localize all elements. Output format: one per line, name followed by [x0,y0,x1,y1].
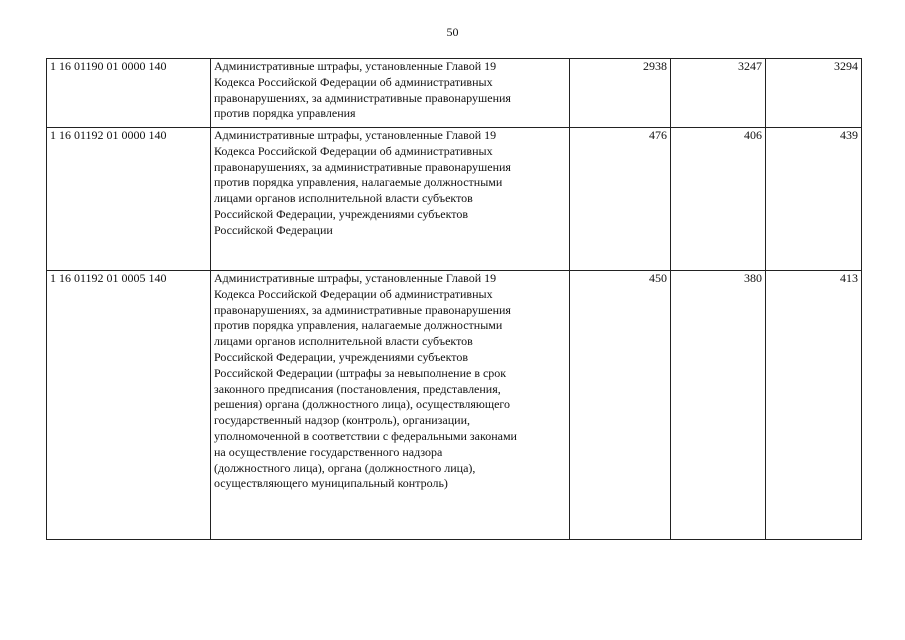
kbk-code-cell: 1 16 01190 01 0000 140 [47,59,211,128]
description-line: решения) органа (должностного лица), осуществляющего [214,397,511,412]
description-line: Кодекса Российской Федерации об административных [214,286,493,301]
description-cell [211,59,570,128]
description-line: лицами органов исполнительной власти субъектов [214,191,473,206]
table-row [47,271,862,540]
page-number: 50 [446,25,459,39]
description-line: Кодекса Российской Федерации об административных [214,74,493,89]
description-line: осуществляющего муниципальный контроль) [214,476,448,491]
description-line: Административные штрафы, установленные Главой 19 [214,271,497,285]
description-line: правонарушениях, за административные правонарушения [214,90,511,105]
value-year-1-cell: 2938 [570,59,671,128]
value-year-3-cell: 413 [766,271,862,540]
table-row [47,128,862,271]
description-line: законного предписания (постановления, представления, [214,381,501,396]
description-line: Российской Федерации (штрафы за невыполнение в срок [214,365,507,380]
description-line: против порядка управления, налагаемые должностными [214,175,503,190]
value-year-2-cell: 380 [671,271,766,540]
value-year-1-cell: 450 [570,271,671,540]
table-row [47,59,862,128]
description-line: Административные штрафы, установленные Главой 19 [214,59,497,73]
description-line: Кодекса Российской Федерации об административных [214,143,493,158]
description-line: Российской Федерации, учреждениями субъектов [214,206,469,221]
kbk-code-cell: 1 16 01192 01 0000 140 [47,128,211,271]
description-line: лицами органов исполнительной власти субъектов [214,334,473,349]
kbk-code-cell: 1 16 01192 01 0005 140 [47,271,211,540]
description-line: правонарушениях, за административные правонарушения [214,302,511,317]
value-year-2-cell: 3247 [671,59,766,128]
description-line: на осуществление государственного надзора [214,444,443,459]
description-line: правонарушениях, за административные правонарушения [214,159,511,174]
description-line: против порядка управления [214,106,356,121]
description-line: Российской Федерации [214,222,333,237]
description-line: против порядка управления, налагаемые должностными [214,318,503,333]
description-cell [211,271,570,540]
description-line: Административные штрафы, установленные Главой 19 [214,128,497,142]
description-line: государственный надзор (контроль), организации, [214,413,471,428]
value-year-1-cell: 476 [570,128,671,271]
value-year-3-cell: 439 [766,128,862,271]
description-line: Российской Федерации, учреждениями субъектов [214,349,469,364]
budget-table [46,58,862,540]
description-line: уполномоченной в соответствии с федеральными законами [214,428,517,443]
description-cell [211,128,570,271]
value-year-3-cell: 3294 [766,59,862,128]
description-line: (должностного лица), органа (должностного лица), [214,460,476,475]
value-year-2-cell: 406 [671,128,766,271]
